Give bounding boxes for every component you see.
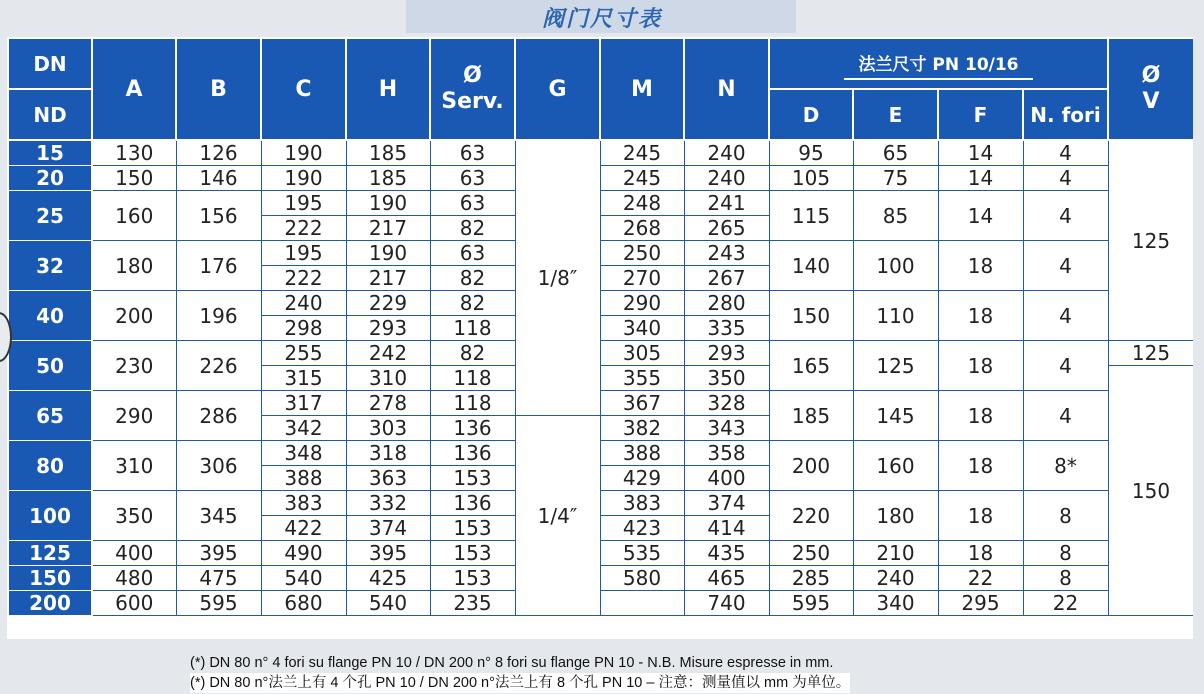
header-n-fori: N. fori xyxy=(1023,89,1108,140)
c-cell: 298 xyxy=(261,316,346,341)
serv-cell: 118 xyxy=(430,391,515,416)
dn-cell: 80 xyxy=(8,441,92,491)
m-cell: 268 xyxy=(600,216,684,241)
header-nd: ND xyxy=(8,89,92,140)
n-fori-cell: 4 xyxy=(1023,291,1108,341)
n-fori-cell: 4 xyxy=(1023,241,1108,291)
header-serv-bottom: Serv. xyxy=(441,89,504,114)
b-cell: 286 xyxy=(176,391,261,441)
n-cell: 293 xyxy=(684,341,769,366)
table-row xyxy=(8,541,1193,566)
v-cell: 125 xyxy=(1108,140,1193,341)
serv-cell: 63 xyxy=(430,191,515,216)
c-cell: 222 xyxy=(261,266,346,291)
h-cell: 363 xyxy=(346,466,430,491)
n-fori-cell: 4 xyxy=(1023,191,1108,241)
c-cell: 388 xyxy=(261,466,346,491)
h-cell: 278 xyxy=(346,391,430,416)
header-h: H xyxy=(346,38,430,140)
f-cell: 14 xyxy=(938,191,1023,241)
table-row xyxy=(8,166,1193,191)
header-c: C xyxy=(261,38,346,140)
e-cell: 240 xyxy=(853,566,938,591)
m-cell: 245 xyxy=(600,166,684,191)
m-cell: 535 xyxy=(600,541,684,566)
table-row xyxy=(8,191,1193,216)
header-f: F xyxy=(938,89,1023,140)
serv-cell: 153 xyxy=(430,516,515,541)
g-cell: 1/4″ xyxy=(515,416,600,616)
n-cell: 241 xyxy=(684,191,769,216)
d-cell: 165 xyxy=(769,341,853,391)
f-cell: 14 xyxy=(938,140,1023,166)
dn-cell: 20 xyxy=(8,166,92,191)
dn-cell: 50 xyxy=(8,341,92,391)
e-cell: 125 xyxy=(853,341,938,391)
m-cell: 290 xyxy=(600,291,684,316)
v-cell: 150 xyxy=(1108,366,1193,616)
table-row xyxy=(8,341,1193,366)
m-cell: 423 xyxy=(600,516,684,541)
page-title: 阀门尺寸表 xyxy=(541,7,662,32)
h-cell: 190 xyxy=(346,241,430,266)
n-fori-cell: 4 xyxy=(1023,341,1108,391)
e-cell: 145 xyxy=(853,391,938,441)
a-cell: 350 xyxy=(92,491,176,541)
f-cell: 18 xyxy=(938,541,1023,566)
g-cell: 1/8″ xyxy=(515,140,600,416)
v-cell: 125 xyxy=(1108,341,1193,366)
c-cell: 540 xyxy=(261,566,346,591)
b-cell: 126 xyxy=(176,140,261,166)
c-cell: 348 xyxy=(261,441,346,466)
footnote-line-2: (*) DN 80 n°法兰上有 4 个孔 PN 10 / DN 200 n°法兰上有 8 个孔 PN 10 – 注意：测量值以 mm 为单位。 xyxy=(190,675,851,691)
m-cell: 429 xyxy=(600,466,684,491)
m-cell: 367 xyxy=(600,391,684,416)
m-cell: 340 xyxy=(600,316,684,341)
dn-cell: 15 xyxy=(8,140,92,166)
f-cell: 18 xyxy=(938,491,1023,541)
serv-cell: 136 xyxy=(430,441,515,466)
m-cell: 250 xyxy=(600,241,684,266)
c-cell: 490 xyxy=(261,541,346,566)
c-cell: 383 xyxy=(261,491,346,516)
n-cell: 350 xyxy=(684,366,769,391)
n-cell: 465 xyxy=(684,566,769,591)
table-row xyxy=(8,241,1193,266)
e-cell: 210 xyxy=(853,541,938,566)
c-cell: 190 xyxy=(261,140,346,166)
m-cell: 580 xyxy=(600,566,684,591)
dn-cell: 100 xyxy=(8,491,92,541)
h-cell: 185 xyxy=(346,166,430,191)
b-cell: 176 xyxy=(176,241,261,291)
serv-cell: 118 xyxy=(430,366,515,391)
n-cell: 265 xyxy=(684,216,769,241)
dn-cell: 125 xyxy=(8,541,92,566)
g-cell-empty xyxy=(600,591,684,616)
f-cell: 22 xyxy=(938,566,1023,591)
f-cell: 18 xyxy=(938,341,1023,391)
d-cell: 340 xyxy=(853,591,938,616)
m-cell: 248 xyxy=(600,191,684,216)
n-fori-cell: 8 xyxy=(1023,566,1108,591)
serv-cell: 118 xyxy=(430,316,515,341)
n-cell: 358 xyxy=(684,441,769,466)
h-cell: 242 xyxy=(346,341,430,366)
n-cell: 414 xyxy=(684,516,769,541)
header-serv-top: Ø xyxy=(463,63,482,88)
a-cell: 310 xyxy=(92,441,176,491)
a-cell: 600 xyxy=(92,591,176,616)
serv-cell: 63 xyxy=(430,140,515,166)
n-cell: 280 xyxy=(684,291,769,316)
c-cell: 315 xyxy=(261,366,346,391)
b-cell: 226 xyxy=(176,341,261,391)
f-cell: 18 xyxy=(938,391,1023,441)
h-cell: 540 xyxy=(346,591,430,616)
m-cell: 305 xyxy=(600,341,684,366)
serv-cell: 136 xyxy=(430,491,515,516)
n-cell: 435 xyxy=(684,541,769,566)
dn-cell: 40 xyxy=(8,291,92,341)
e-cell: 295 xyxy=(938,591,1023,616)
a-cell: 180 xyxy=(92,241,176,291)
c-cell: 680 xyxy=(261,591,346,616)
header-b: B xyxy=(176,38,261,140)
a-cell: 290 xyxy=(92,391,176,441)
serv-cell: 82 xyxy=(430,266,515,291)
n-cell: 240 xyxy=(684,140,769,166)
header-e: E xyxy=(853,89,938,140)
d-cell: 115 xyxy=(769,191,853,241)
f-cell: 18 xyxy=(938,241,1023,291)
d-cell: 250 xyxy=(769,541,853,566)
m-cell: 383 xyxy=(600,491,684,516)
d-cell: 95 xyxy=(769,140,853,166)
h-cell: 395 xyxy=(346,541,430,566)
n-fori-cell: 4 xyxy=(1023,166,1108,191)
table-row xyxy=(8,591,1193,616)
table-row xyxy=(8,566,1193,591)
n-cell: 240 xyxy=(684,166,769,191)
c-cell: 342 xyxy=(261,416,346,441)
d-cell: 185 xyxy=(769,391,853,441)
serv-cell: 82 xyxy=(430,216,515,241)
n-fori-cell: 8 xyxy=(1023,491,1108,541)
d-cell: 140 xyxy=(769,241,853,291)
dn-cell: 200 xyxy=(8,591,92,616)
valve-dimension-table xyxy=(7,37,1193,616)
a-cell: 200 xyxy=(92,291,176,341)
d-cell: 105 xyxy=(769,166,853,191)
serv-cell: 136 xyxy=(430,416,515,441)
h-cell: 185 xyxy=(346,140,430,166)
n-cell: 595 xyxy=(769,591,853,616)
n-cell: 243 xyxy=(684,241,769,266)
c-cell: 190 xyxy=(261,166,346,191)
f-cell: 18 xyxy=(938,291,1023,341)
serv-cell: 153 xyxy=(430,566,515,591)
b-cell: 595 xyxy=(176,591,261,616)
h-cell: 217 xyxy=(346,216,430,241)
f-cell: 18 xyxy=(938,441,1023,491)
e-cell: 110 xyxy=(853,291,938,341)
dn-cell: 32 xyxy=(8,241,92,291)
b-cell: 146 xyxy=(176,166,261,191)
dn-cell: 25 xyxy=(8,191,92,241)
e-cell: 65 xyxy=(853,140,938,166)
e-cell: 180 xyxy=(853,491,938,541)
serv-cell: 63 xyxy=(430,241,515,266)
b-cell: 156 xyxy=(176,191,261,241)
n-cell: 400 xyxy=(684,466,769,491)
a-cell: 160 xyxy=(92,191,176,241)
n-fori-cell: 4 xyxy=(1023,140,1108,166)
n-fori-cell: 4 xyxy=(1023,391,1108,441)
dn-cell: 65 xyxy=(8,391,92,441)
n-cell: 267 xyxy=(684,266,769,291)
serv-cell: 82 xyxy=(430,341,515,366)
c-cell: 255 xyxy=(261,341,346,366)
h-cell: 190 xyxy=(346,191,430,216)
header-d: D xyxy=(769,89,853,140)
h-cell: 425 xyxy=(346,566,430,591)
h-cell: 217 xyxy=(346,266,430,291)
dn-cell: 150 xyxy=(8,566,92,591)
header-m: M xyxy=(600,38,684,140)
d-cell: 285 xyxy=(769,566,853,591)
a-cell: 150 xyxy=(92,166,176,191)
n-fori-cell: 8* xyxy=(1023,441,1108,491)
header-v-top: Ø xyxy=(1141,63,1161,88)
a-cell: 480 xyxy=(92,566,176,591)
d-cell: 150 xyxy=(769,291,853,341)
footnote xyxy=(190,653,850,693)
h-cell: 332 xyxy=(346,491,430,516)
n-cell: 328 xyxy=(684,391,769,416)
serv-cell: 82 xyxy=(430,291,515,316)
e-cell: 160 xyxy=(853,441,938,491)
header-flange-group xyxy=(769,38,1108,89)
b-cell: 475 xyxy=(176,566,261,591)
header-flange-label: 法兰尺寸 PN 10/16 xyxy=(844,47,1032,80)
n-cell: 374 xyxy=(684,491,769,516)
f-cell: 22 xyxy=(1023,591,1108,616)
h-cell: 318 xyxy=(346,441,430,466)
h-cell: 303 xyxy=(346,416,430,441)
c-cell: 317 xyxy=(261,391,346,416)
header-g: G xyxy=(515,38,600,140)
table-row xyxy=(8,391,1193,416)
h-cell: 374 xyxy=(346,516,430,541)
table-row xyxy=(8,291,1193,316)
header-dn: DN xyxy=(8,38,92,89)
e-cell: 85 xyxy=(853,191,938,241)
f-cell: 14 xyxy=(938,166,1023,191)
table-row xyxy=(8,140,1193,166)
serv-cell: 235 xyxy=(430,591,515,616)
footnote-line-1: (*) DN 80 n° 4 fori su flange PN 10 / DN 200 n° 8 fori su flange PN 10 - N.B. Misure espresse in mm. xyxy=(190,655,834,671)
h-cell: 310 xyxy=(346,366,430,391)
d-cell: 220 xyxy=(769,491,853,541)
c-cell: 195 xyxy=(261,191,346,216)
m-cell: 355 xyxy=(600,366,684,391)
n-cell: 343 xyxy=(684,416,769,441)
serv-cell: 153 xyxy=(430,541,515,566)
header-n: N xyxy=(684,38,769,140)
c-cell: 240 xyxy=(261,291,346,316)
c-cell: 195 xyxy=(261,241,346,266)
e-cell: 100 xyxy=(853,241,938,291)
b-cell: 395 xyxy=(176,541,261,566)
dimension-table-wrap xyxy=(7,37,1193,639)
m-cell: 740 xyxy=(684,591,769,616)
n-fori-cell: 8 xyxy=(1023,541,1108,566)
b-cell: 345 xyxy=(176,491,261,541)
serv-cell: 153 xyxy=(430,466,515,491)
a-cell: 230 xyxy=(92,341,176,391)
e-cell: 75 xyxy=(853,166,938,191)
header-v xyxy=(1108,38,1193,140)
header-a: A xyxy=(92,38,176,140)
n-cell: 335 xyxy=(684,316,769,341)
m-cell: 245 xyxy=(600,140,684,166)
c-cell: 222 xyxy=(261,216,346,241)
b-cell: 196 xyxy=(176,291,261,341)
h-cell: 229 xyxy=(346,291,430,316)
h-cell: 293 xyxy=(346,316,430,341)
m-cell: 388 xyxy=(600,441,684,466)
serv-cell: 63 xyxy=(430,166,515,191)
table-row xyxy=(8,441,1193,466)
m-cell: 270 xyxy=(600,266,684,291)
c-cell: 422 xyxy=(261,516,346,541)
a-cell: 400 xyxy=(92,541,176,566)
d-cell: 200 xyxy=(769,441,853,491)
m-cell: 382 xyxy=(600,416,684,441)
a-cell: 130 xyxy=(92,140,176,166)
b-cell: 306 xyxy=(176,441,261,491)
header-serv xyxy=(430,38,515,140)
table-row xyxy=(8,491,1193,516)
header-v-bottom: V xyxy=(1142,89,1160,114)
